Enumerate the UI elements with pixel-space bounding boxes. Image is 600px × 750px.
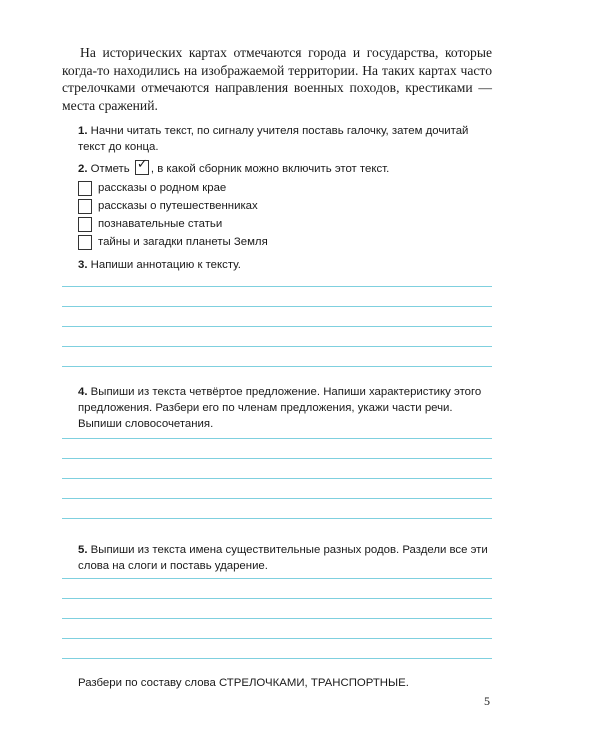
answer-line[interactable] [62,498,492,499]
option-label: познавательные статьи [98,218,223,230]
option-row[interactable] [78,179,498,197]
task-3-number: 3. [78,259,88,271]
task-2 [78,157,498,177]
task-1-number: 1. [78,125,88,137]
answer-line[interactable] [62,658,492,659]
task-3-answer-lines[interactable] [62,286,492,386]
option-label: тайны и загадки планеты Земля [98,236,268,248]
task-2-text-after: , в какой сборник можно включить этот текст. [150,163,390,175]
option-row[interactable] [78,233,498,251]
option-checkbox[interactable] [78,217,92,232]
intro-paragraph [62,44,492,114]
task-3-text: Напиши аннотацию к тексту. [90,259,241,271]
task-6-text: Разбери по составу слова СТРЕЛОЧКАМИ, ТРАНСПОРТНЫЕ. [78,677,409,689]
option-checkbox[interactable] [78,181,92,196]
option-label: рассказы о путешественниках [98,200,258,212]
answer-line[interactable] [62,638,492,639]
option-checkbox[interactable] [78,199,92,214]
task-3 [78,257,498,273]
page-number: 5 [484,694,490,708]
option-label: рассказы о родном крае [98,182,227,194]
task-4-answer-lines[interactable] [62,438,492,538]
answer-line[interactable] [62,438,492,439]
task-4 [78,384,498,432]
task-6 [78,677,498,689]
task-5 [78,542,498,574]
check-icon: ✓ [136,157,148,172]
answer-line[interactable] [62,366,492,367]
answer-line[interactable] [62,578,492,579]
answer-line[interactable] [62,618,492,619]
answer-line[interactable] [62,286,492,287]
task-4-number: 4. [78,386,88,398]
option-checkbox[interactable] [78,235,92,250]
task-5-number: 5. [78,544,88,556]
option-row[interactable] [78,215,498,233]
task-2-options [78,179,498,251]
answer-line[interactable] [62,518,492,519]
option-row[interactable] [78,197,498,215]
answer-line[interactable] [62,306,492,307]
task-2-number: 2. [78,163,88,175]
answer-line[interactable] [62,478,492,479]
task-2-text-before: Отметь [90,163,130,175]
task-1 [78,123,498,155]
answer-line[interactable] [62,598,492,599]
intro-text: На исторических картах отмечаются города и государства, которые когда-то находились на изображаемой территории. На таких картах часто стрелочками отмечаются направления военных походов, крестиками — места сражений. [62,45,492,113]
check-mark-example [135,157,149,175]
task-1-text: Начни читать текст, по сигналу учителя поставь галочку, затем дочитай текст до конца. [78,125,469,153]
task-4-text: Выпиши из текста четвёртое предложение. Напиши характеристику этого предложения. Разбери его по членам предложения, укажи части речи. Выпиши словосочетания. [78,386,482,430]
answer-line[interactable] [62,326,492,327]
task-5-text: Выпиши из текста имена существительные разных родов. Раздели все эти слова на слоги и поставь ударение. [78,544,488,572]
answer-line[interactable] [62,458,492,459]
task-5-answer-lines[interactable] [62,578,492,678]
answer-line[interactable] [62,346,492,347]
